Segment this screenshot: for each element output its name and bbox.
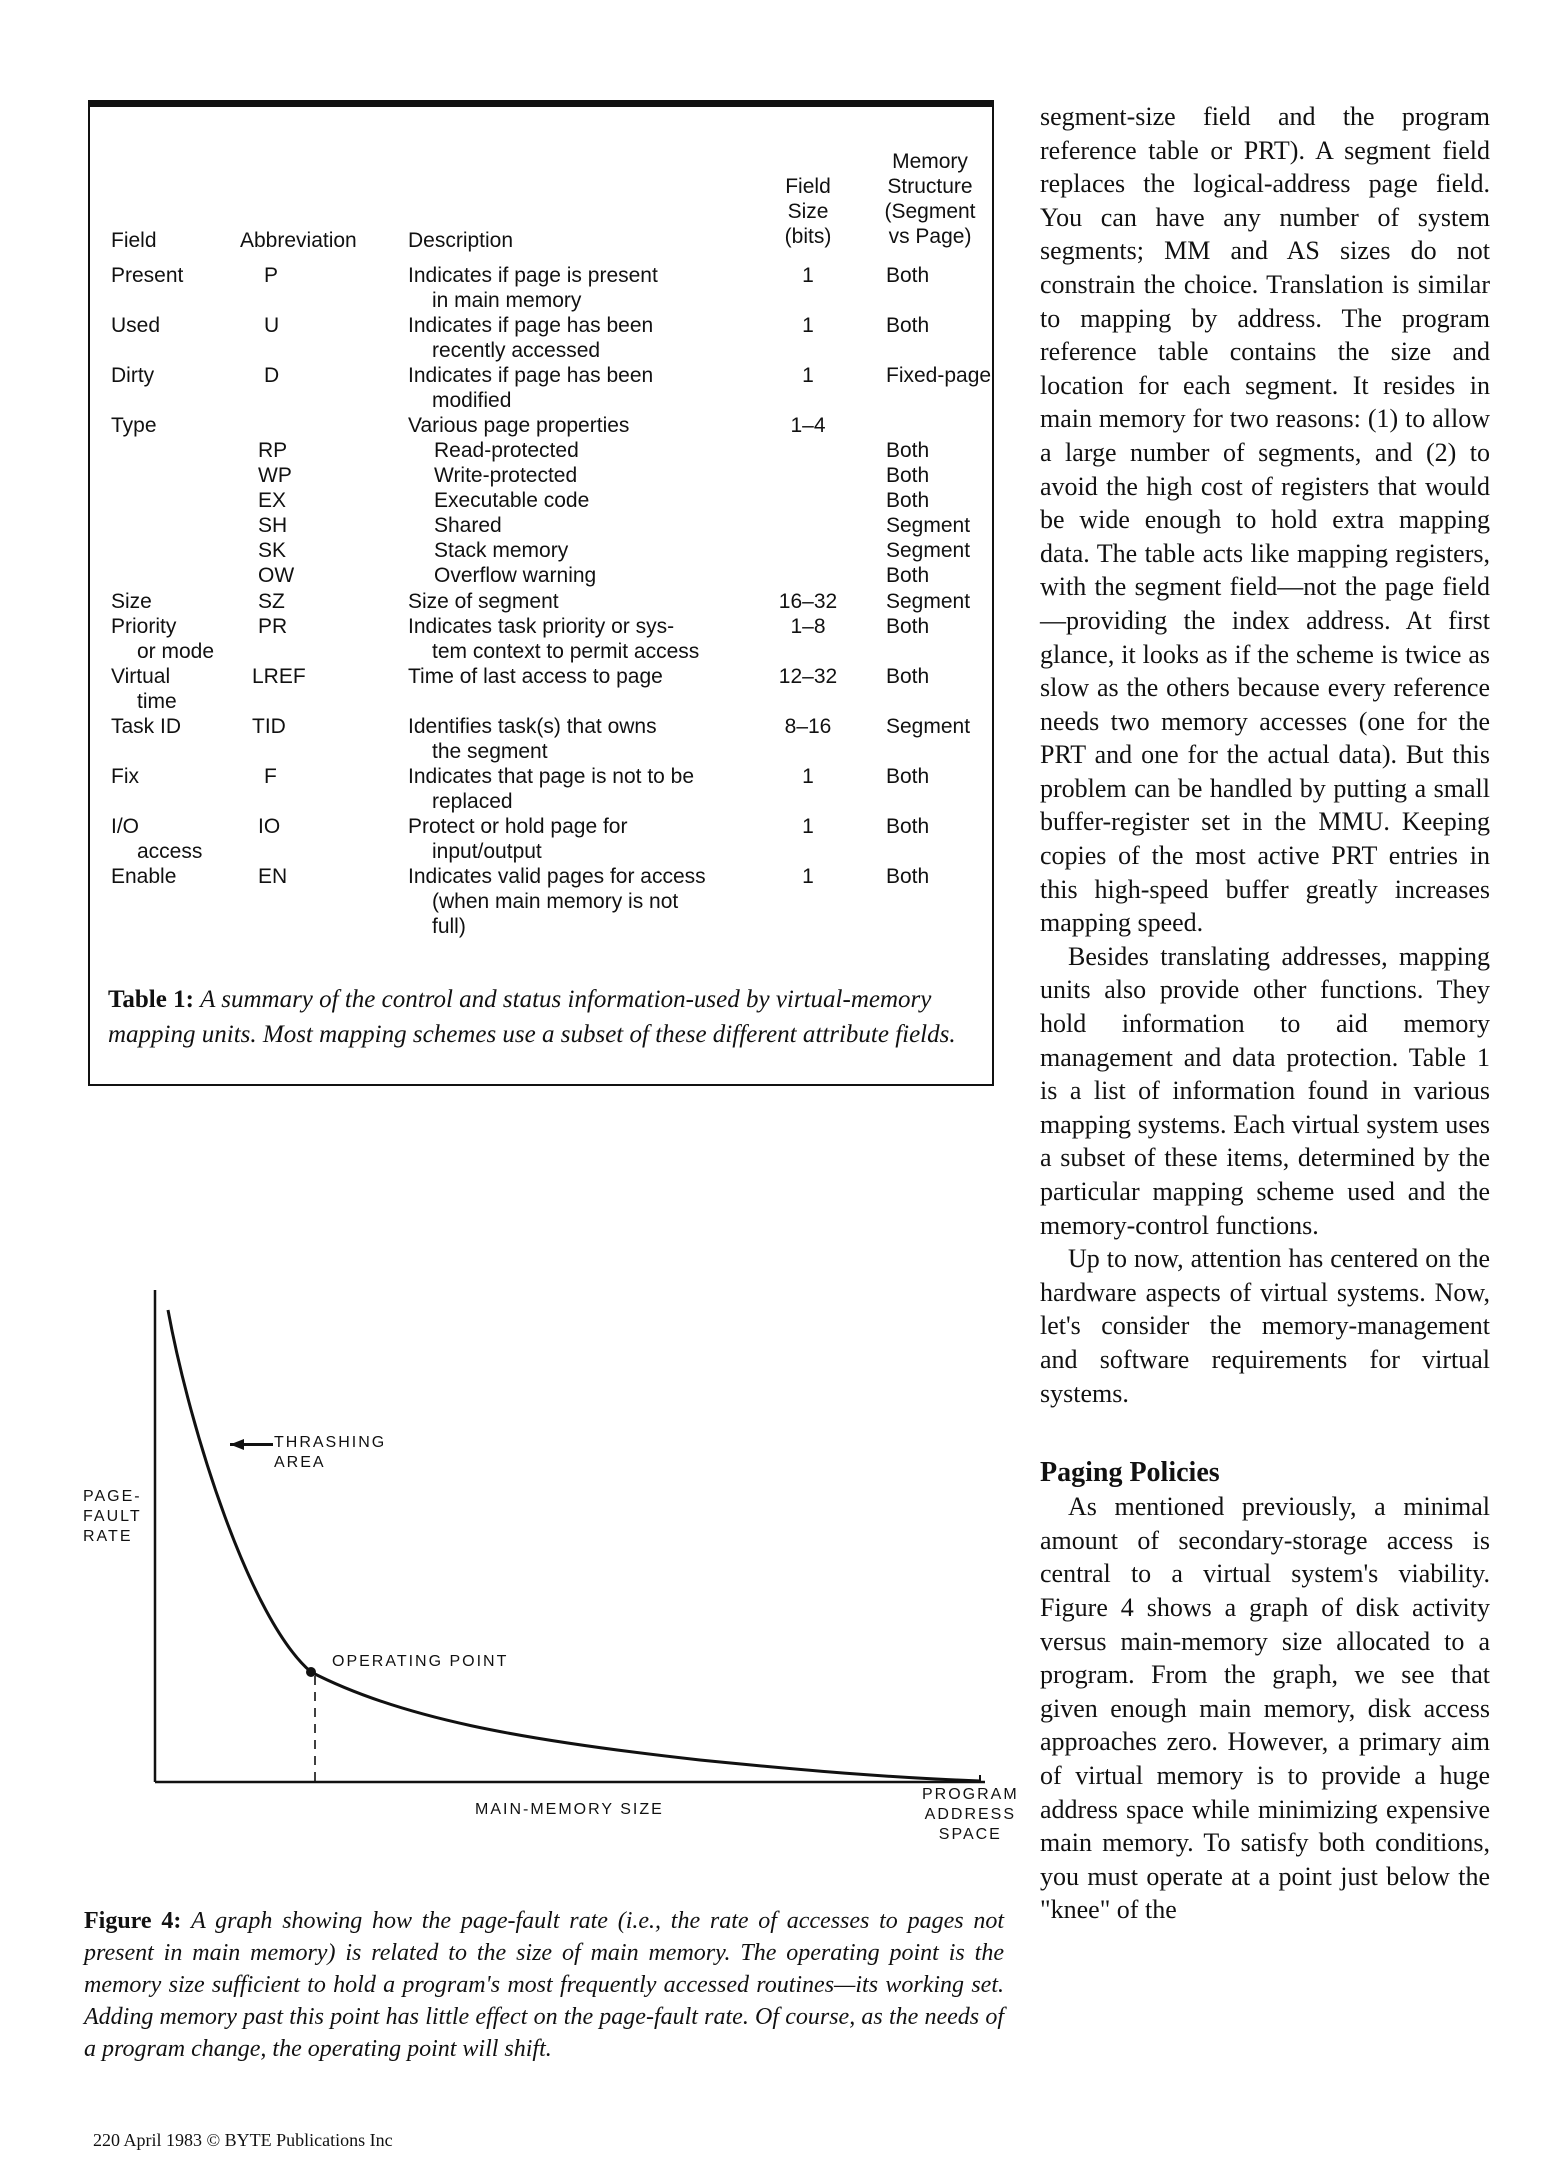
table-row-description: Protect or hold page for	[408, 815, 628, 838]
table-row-abbreviation: IO	[258, 815, 281, 838]
table-row-memory-structure: Both	[886, 865, 930, 888]
figure-4-caption-text: A graph showing how the page-fault rate (i.e., the rate of accesses to pages not present in main memory) is related to the size of main memory. The operating point is the memory size sufficient to hold a program's most frequently accessed routines—its working set. Adding memory past this point has little effect on the page-fault rate. Of course, as the needs of a program change, the operating point will shift.	[84, 1908, 1005, 2062]
table-row-description: Overflow warning	[434, 564, 597, 587]
table-row-description: Indicates if page has been	[408, 314, 654, 337]
table-row-description: Shared	[434, 514, 502, 537]
header-field-size: Field	[785, 175, 831, 198]
table-row-abbreviation: WP	[258, 464, 292, 487]
table-row-memory-structure: Fixed-page	[886, 364, 992, 387]
table-row-field: Virtual	[111, 665, 171, 688]
table-row-field-size: 12–32	[778, 665, 838, 688]
figure-4-graph	[0, 1270, 1040, 1830]
table-row-memory-structure: Segment	[886, 715, 971, 738]
table-row-abbreviation: LREF	[252, 665, 306, 688]
header-abbreviation: Abbreviation	[240, 229, 357, 252]
table-row-memory-structure: Both	[886, 439, 930, 462]
table-row-field-size: 1–8	[790, 615, 826, 638]
table-row-memory-structure: Both	[886, 564, 930, 587]
table-row-memory-structure: Segment	[886, 514, 971, 537]
table-row-description: Indicates if page is present	[408, 264, 658, 287]
table-row-abbreviation: SH	[258, 514, 288, 537]
table-row-memory-structure: Segment	[886, 590, 971, 613]
operating-point-label: OPERATING POINT	[332, 1653, 509, 1670]
table-row-description: Stack memory	[434, 539, 569, 562]
table-row-abbreviation: EN	[258, 865, 288, 888]
table-row-field: or mode	[137, 640, 215, 663]
header-field: Field	[111, 229, 157, 252]
thrashing-arrow-icon	[230, 1439, 273, 1450]
table-row-memory-structure: Both	[886, 464, 930, 487]
table-row-field-size: 1	[802, 815, 814, 838]
table-row-memory-structure: Both	[886, 489, 930, 512]
table-row-field-size: 1–4	[790, 414, 826, 437]
table-row-memory-structure: Both	[886, 264, 930, 287]
table-row-abbreviation: U	[264, 314, 280, 337]
table-row-description: modified	[432, 389, 512, 412]
table-row-memory-structure: Both	[886, 765, 930, 788]
table-row-field: time	[137, 690, 177, 713]
header-memory-structure: vs Page)	[888, 225, 972, 248]
y-axis-label: PAGE- FAULT RATE	[83, 1488, 142, 1545]
table-row-field: Used	[111, 314, 161, 337]
table-row-description: replaced	[432, 790, 513, 813]
header-memory-structure: (Segment	[884, 200, 976, 223]
table-row-description: Size of segment	[408, 590, 559, 613]
table-row-abbreviation: D	[264, 364, 280, 387]
table-row-memory-structure: Both	[886, 815, 930, 838]
table-row-memory-structure: Both	[886, 665, 930, 688]
table-1-caption-text: A summary of the control and status information-used by virtual-memory mapping units. Most mapping schemes use a subset of these different attribute fields.	[108, 986, 956, 1048]
table-row-memory-structure: Segment	[886, 539, 971, 562]
table-row-description: full)	[432, 915, 466, 938]
table-row-abbreviation: SZ	[258, 590, 285, 613]
table-row-field: I/O	[111, 815, 140, 838]
header-memory-structure: Memory	[892, 150, 968, 173]
table-row-field: Task ID	[111, 715, 182, 738]
operating-point-marker	[306, 1667, 316, 1677]
header-field-size: Size	[787, 200, 829, 223]
table-row-field: Dirty	[111, 364, 155, 387]
table-row-field: Enable	[111, 865, 177, 888]
table-row-field: Priority	[111, 615, 177, 638]
table-row-field: Type	[111, 414, 157, 437]
table-row-description: input/output	[432, 840, 542, 863]
table-row-abbreviation: EX	[258, 489, 287, 512]
table-row-abbreviation: SK	[258, 539, 287, 562]
header-field-size: (bits)	[784, 225, 832, 248]
table-row-abbreviation: OW	[258, 564, 295, 587]
paragraph-4: As mentioned previously, a minimal amount of secondary-storage access is central to a virtual system's viability. Figure 4 shows a graph of disk activity versus main-memory size allocated to a program. From the graph, we see that given enough main memory, disk access approaches zero. However, a primary aim of virtual memory is to provide a huge address space while minimizing expensive main memory. To satisfy both conditions, you must operate at a point just below the "knee" of the	[1040, 1492, 1490, 1925]
table-row-description: Indicates if page has been	[408, 364, 654, 387]
table-row-abbreviation: TID	[252, 715, 286, 738]
table-row-field-size: 1	[802, 364, 814, 387]
figure-4-caption-label: Figure 4:	[84, 1908, 182, 1934]
figure-4-caption	[84, 1905, 1004, 2065]
table-row-description: Indicates valid pages for access	[408, 865, 706, 888]
table-row-description: (when main memory is not	[432, 890, 679, 913]
table-row-description: in main memory	[432, 289, 582, 312]
table-row-field-size: 1	[802, 264, 814, 287]
table-row-field: Size	[111, 590, 152, 613]
table-row-field-size: 16–32	[778, 590, 838, 613]
paragraph-2: Besides translating addresses, mapping units also provide other functions. They hold information to aid memory management and data protection. Table 1 is a list of information found in various mapping systems. Each virtual system uses a subset of these items, determined by the particular mapping scheme used and the memory-control functions.	[1040, 941, 1490, 1240]
table-row-field: Fix	[111, 765, 139, 788]
paragraph-3: Up to now, attention has centered on the hardware aspects of virtual systems. Now, let's consider the memory-management and software requirements for virtual systems.	[1040, 1244, 1490, 1408]
table-1-caption	[108, 982, 988, 1052]
table-row-field-size: 8–16	[784, 715, 832, 738]
page-fault-curve	[168, 1310, 980, 1781]
table-row-field-size: 1	[802, 765, 814, 788]
table-1-caption-label: Table 1:	[108, 986, 194, 1013]
table-row-description: Various page properties	[408, 414, 630, 437]
body-text-column	[1040, 100, 1490, 1927]
table-row-field: access	[137, 840, 203, 863]
program-address-space-label: PROGRAM ADDRESS SPACE	[922, 1786, 1019, 1843]
paragraph-1: segment-size field and the program reference table or PRT). A segment field replaces the logical-address page field. You can have any number of system segments; MM and AS sizes do not constrain the choice. Translation is similar to mapping by address. The program reference table contains the size and location for each segment. It resides in main memory for two reasons: (1) to allow a large number of segments, and (2) to avoid the high cost of registers that would be wide enough to hold extra mapping data. The table acts like mapping registers, with the segment field—not the page field—providing the index address. At first glance, it looks as if the scheme is twice as slow as the others because every reference needs two memory accesses (one for the PRT and one for the actual data). But this problem can be handled by putting a small buffer-register set in the MMU. Keeping copies of the most active PRT entries in this high-speed buffer greatly increases mapping speed.	[1040, 102, 1490, 938]
table-row-field-size: 1	[802, 865, 814, 888]
table-row-description: Indicates task priority or sys-	[408, 615, 675, 638]
table-row-description: Write-protected	[434, 464, 578, 487]
table-row-memory-structure: Both	[886, 314, 930, 337]
thrashing-area-label: THRASHING AREA	[274, 1434, 387, 1471]
header-memory-structure: Structure	[887, 175, 973, 198]
table-row-field-size: 1	[802, 314, 814, 337]
table-row-description: Indicates that page is not to be	[408, 765, 695, 788]
table-row-abbreviation: PR	[258, 615, 288, 638]
x-axis-label: MAIN-MEMORY SIZE	[475, 1801, 664, 1818]
table-row-description: the segment	[432, 740, 548, 763]
table-row-abbreviation: RP	[258, 439, 288, 462]
table-row-description: Executable code	[434, 489, 590, 512]
table-row-description: Time of last access to page	[408, 665, 663, 688]
table-row-field: Present	[111, 264, 184, 287]
table-row-description: recently accessed	[432, 339, 601, 362]
header-description: Description	[408, 229, 514, 252]
section-heading-paging-policies: Paging Policies	[1040, 1457, 1220, 1489]
table-row-description: Read-protected	[434, 439, 579, 462]
table-row-memory-structure: Both	[886, 615, 930, 638]
table-row-description: tem context to permit access	[432, 640, 700, 663]
table-row-abbreviation: P	[264, 264, 279, 287]
table-row-description: Identifies task(s) that owns	[408, 715, 657, 738]
page-footer: 220 April 1983 © BYTE Publications Inc	[93, 2130, 393, 2150]
table-row-abbreviation: F	[264, 765, 277, 788]
